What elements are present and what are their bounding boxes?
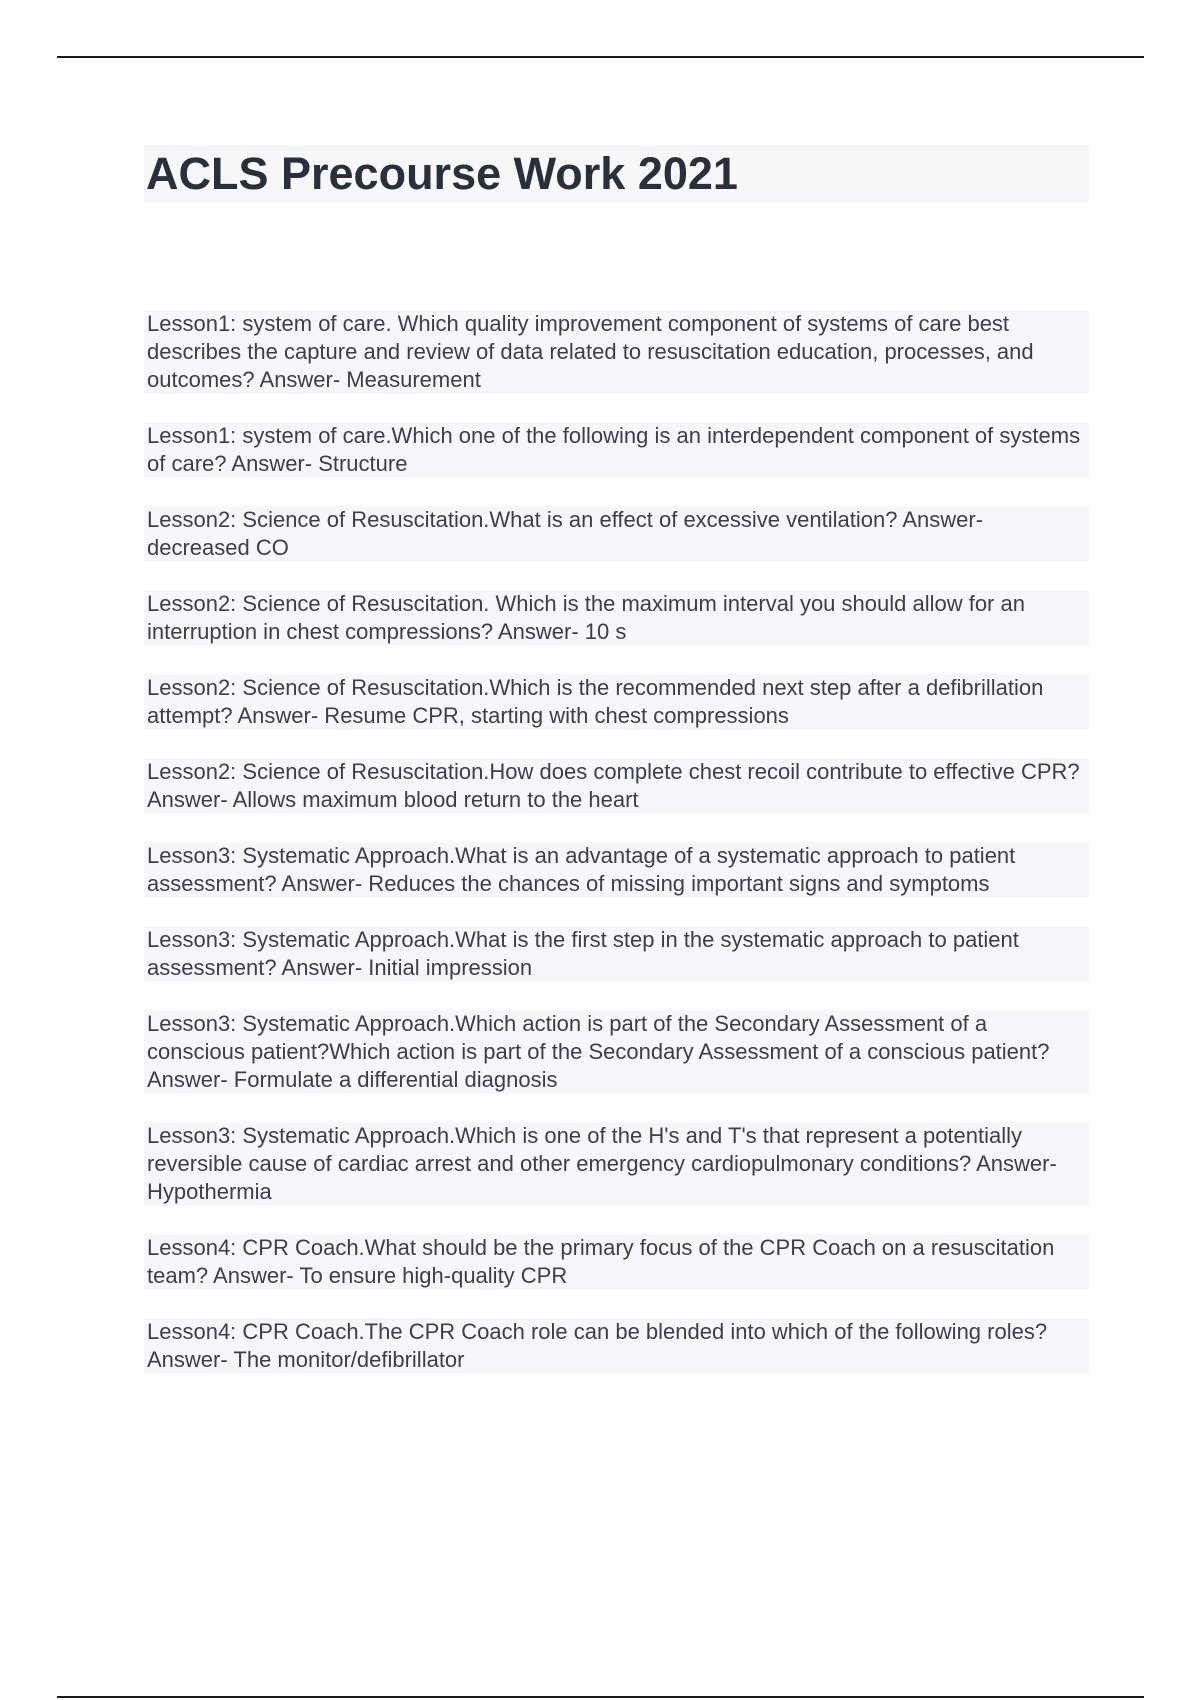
qa-list (144, 310, 1089, 1402)
bottom-rule (57, 1696, 1144, 1698)
qa-item: Lesson1: system of care.Which one of the following is an interdependent component of systems of care? Answer- Structure (144, 422, 1089, 478)
top-rule (57, 56, 1144, 58)
title-block (144, 145, 1089, 203)
qa-item: Lesson3: Systematic Approach.What is an advantage of a systematic approach to patient assessment? Answer- Reduces the chances of missing important signs and symptoms (144, 842, 1089, 898)
qa-item: Lesson2: Science of Resuscitation.How does complete chest recoil contribute to effective CPR? Answer- Allows maximum blood return to the heart (144, 758, 1089, 814)
qa-item: Lesson4: CPR Coach.What should be the primary focus of the CPR Coach on a resuscitation team? Answer- To ensure high-quality CPR (144, 1234, 1089, 1290)
qa-item: Lesson3: Systematic Approach.Which is one of the H's and T's that represent a potentially reversible cause of cardiac arrest and other emergency cardiopulmonary conditions? Answer- Hypothermia (144, 1122, 1089, 1206)
qa-item: Lesson1: system of care. Which quality improvement component of systems of care best describes the capture and review of data related to resuscitation education, processes, and outcomes? Answer- Measurement (144, 310, 1089, 394)
qa-item: Lesson2: Science of Resuscitation.What is an effect of excessive ventilation? Answer- decreased CO (144, 506, 1089, 562)
qa-item: Lesson2: Science of Resuscitation. Which is the maximum interval you should allow for an interruption in chest compressions? Answer- 10 s (144, 590, 1089, 646)
page-title: ACLS Precourse Work 2021 (146, 148, 738, 199)
qa-item: Lesson3: Systematic Approach.What is the first step in the systematic approach to patient assessment? Answer- Initial impression (144, 926, 1089, 982)
qa-item: Lesson4: CPR Coach.The CPR Coach role can be blended into which of the following roles? Answer- The monitor/defibrillator (144, 1318, 1089, 1374)
qa-item: Lesson3: Systematic Approach.Which action is part of the Secondary Assessment of a conscious patient?Which action is part of the Secondary Assessment of a conscious patient? Answer- Formulate a differential diagnosis (144, 1010, 1089, 1094)
qa-item: Lesson2: Science of Resuscitation.Which is the recommended next step after a defibrillation attempt? Answer- Resume CPR, starting with chest compressions (144, 674, 1089, 730)
